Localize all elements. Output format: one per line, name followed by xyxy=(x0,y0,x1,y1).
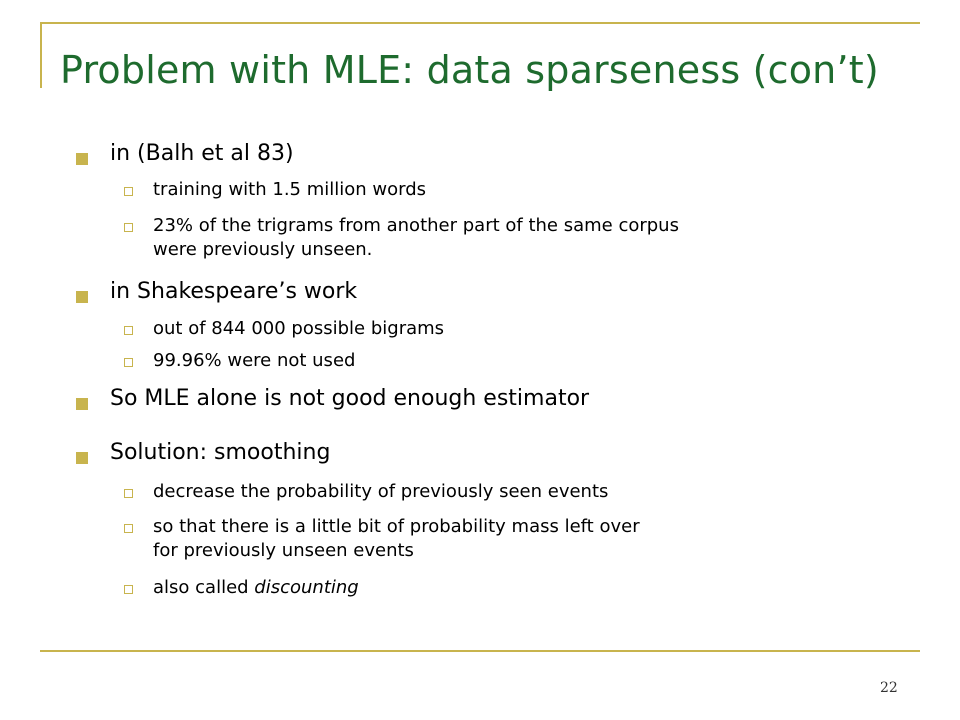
sub-bullet-text-continued: for previously unseen events xyxy=(153,540,414,561)
sub-bullet-text xyxy=(153,576,359,600)
frame-left-rule xyxy=(40,22,42,88)
sub-bullet-text: 23% of the trigrams from another part of the same corpus xyxy=(153,215,679,236)
sub-bullet-text: 99.96% were not used xyxy=(153,350,356,371)
sub-bullet-text: out of 844 000 possible bigrams xyxy=(153,318,445,339)
sub-bullet-text: so that there is a little bit of probability mass left over xyxy=(153,516,640,537)
bullet-marker xyxy=(76,291,88,303)
bullet-text: in (Balh et al 83) xyxy=(110,141,294,166)
bullet-text: in Shakespeare’s work xyxy=(110,279,358,304)
sub-bullet-marker xyxy=(124,489,133,498)
sub-bullet-marker xyxy=(124,524,133,533)
sub-bullet-text: decrease the probability of previously seen events xyxy=(153,481,609,502)
sub-bullet-marker xyxy=(124,187,133,196)
footer-rule xyxy=(40,650,920,652)
bullet-marker xyxy=(76,398,88,410)
bullet-text: Solution: smoothing xyxy=(110,440,331,465)
page-number: 22 xyxy=(880,680,898,696)
sub-bullet-marker xyxy=(124,358,133,367)
frame-top-rule xyxy=(40,22,920,24)
slide-title: Problem with MLE: data sparseness (con’t) xyxy=(60,48,879,92)
bullet-marker xyxy=(76,153,88,165)
sub-bullet-marker xyxy=(124,223,133,232)
sub-bullet-text: training with 1.5 million words xyxy=(153,179,427,200)
emphasized-term: discounting xyxy=(254,577,359,598)
bullet-text: So MLE alone is not good enough estimator xyxy=(110,386,590,411)
sub-bullet-text-continued: were previously unseen. xyxy=(153,239,373,260)
sub-bullet-marker xyxy=(124,326,133,335)
sub-bullet-marker xyxy=(124,585,133,594)
bullet-marker xyxy=(76,452,88,464)
sub-bullet-prefix: also called xyxy=(153,577,255,598)
